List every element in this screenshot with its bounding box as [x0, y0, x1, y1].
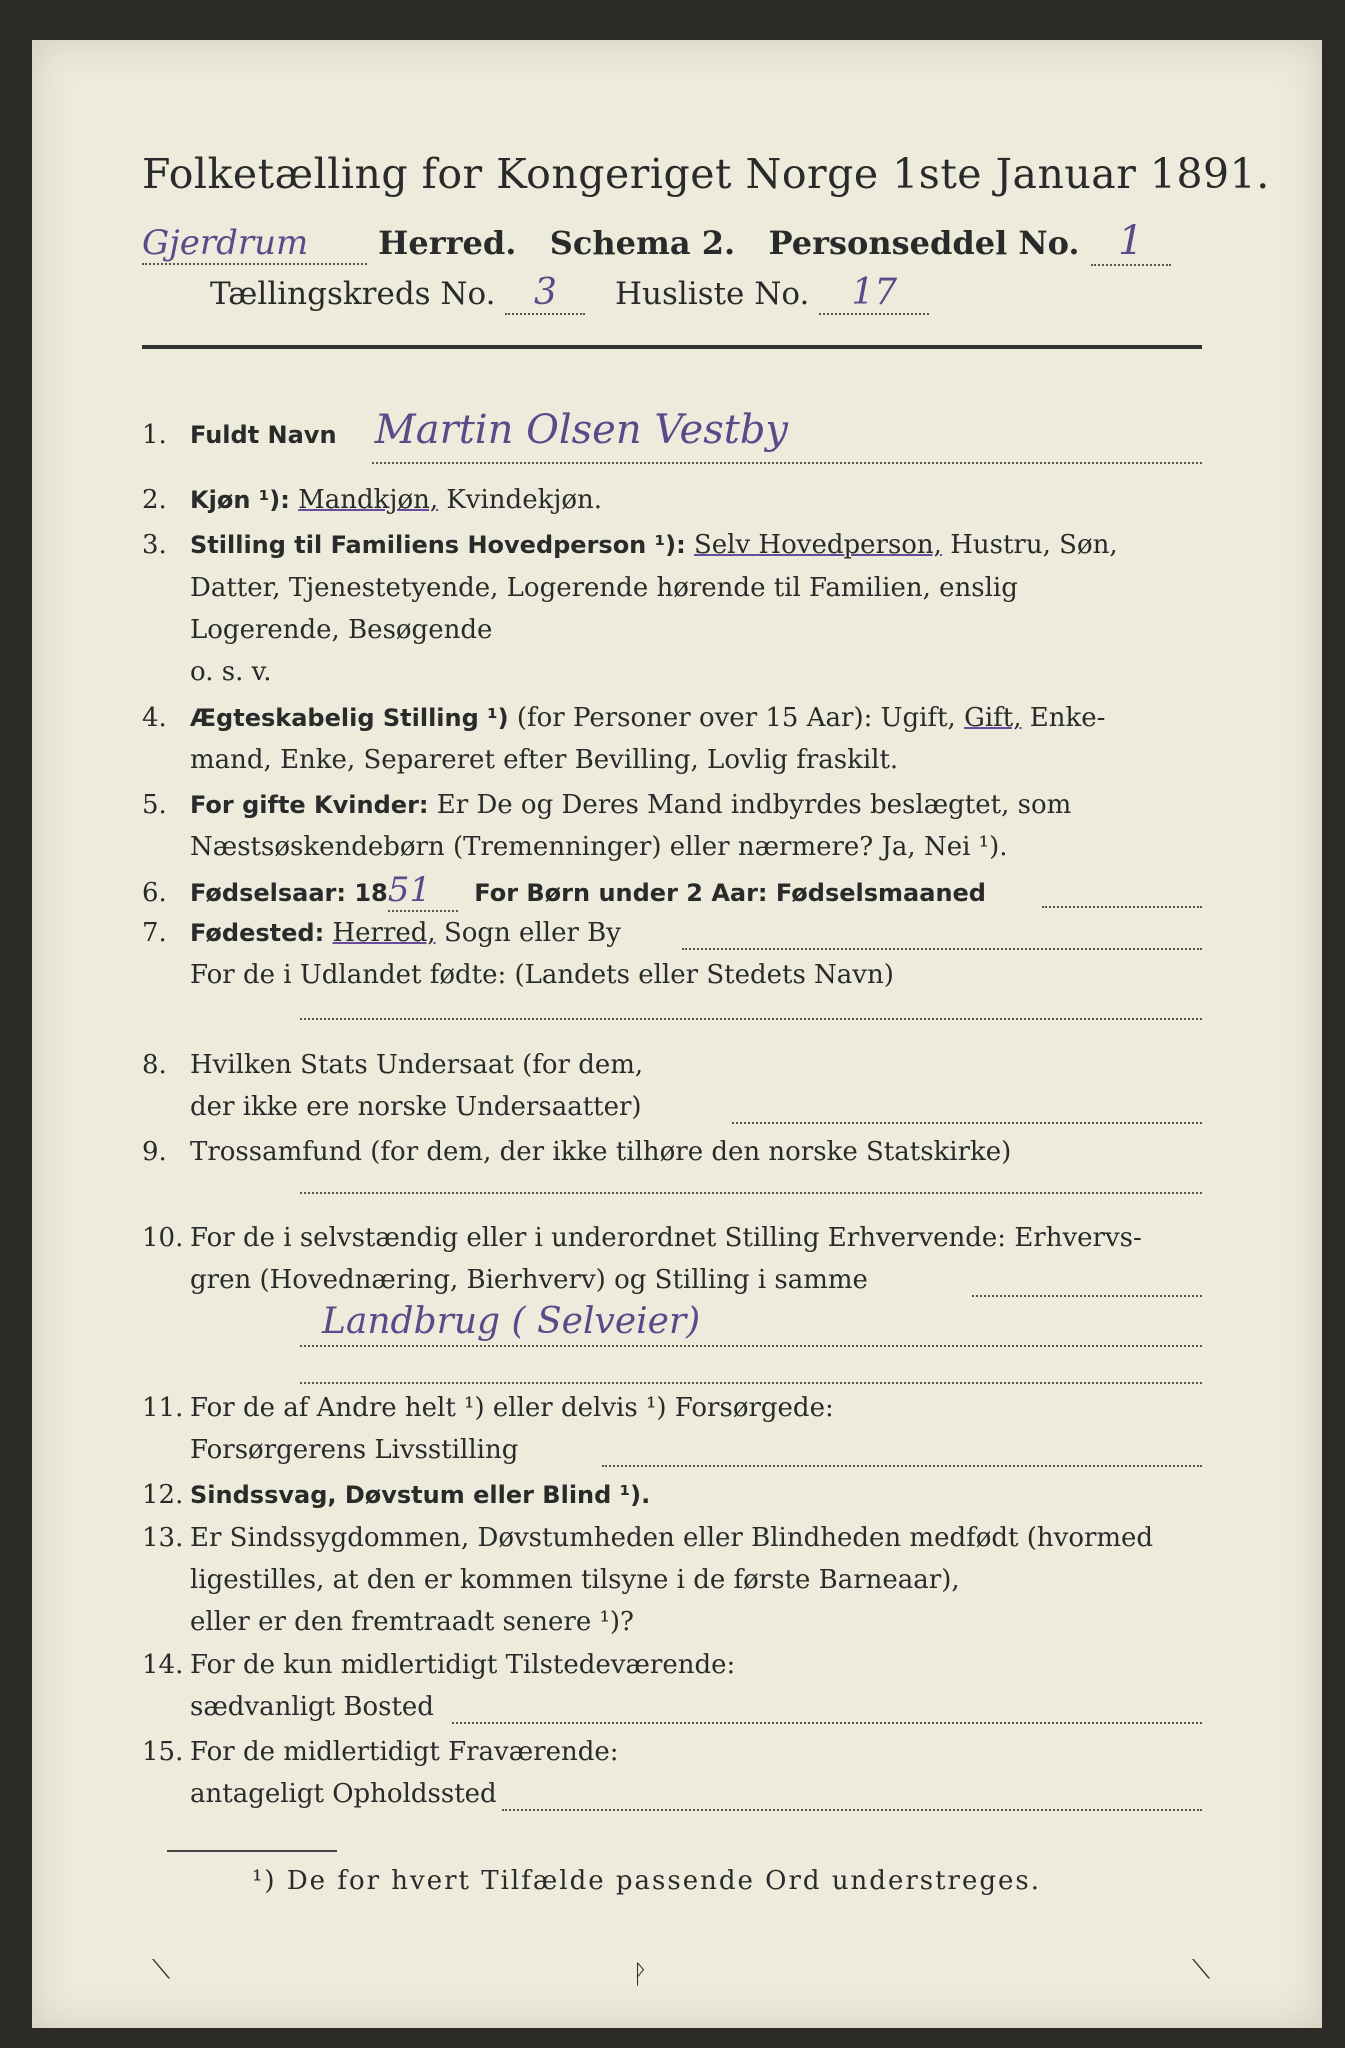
q-label: Fødselsaar: 18 — [190, 879, 388, 907]
personseddel-value: 1 — [1091, 218, 1171, 266]
question-6 — [142, 870, 986, 913]
q-number: 6. — [142, 878, 167, 908]
option-mandkjon: Mandkjøn, — [298, 485, 439, 515]
q-text: Hustru, Søn, — [950, 530, 1118, 560]
option-kvindekjon: Kvindekjøn. — [446, 485, 603, 515]
husliste-value: 17 — [819, 272, 929, 315]
q-text: o. s. v. — [190, 657, 272, 687]
fill-line — [732, 1122, 1202, 1124]
q-text: Næstsøskendebørn (Tremenninger) eller nærmere? Ja, Nei ¹). — [190, 832, 1008, 862]
q-text: For de i Udlandet fødte: (Landets eller Stedets Navn) — [190, 960, 894, 990]
fill-line — [300, 1345, 1202, 1347]
q-text: eller er den fremtraadt senere ¹)? — [190, 1607, 634, 1637]
fill-line — [682, 948, 1202, 950]
form-title: Folketælling for Kongeriget Norge 1ste Januar 1891. — [142, 150, 1270, 198]
footnote-rule — [167, 1850, 337, 1852]
q-label: Ægteskabelig Stilling ¹) — [190, 704, 509, 732]
option-selected: Selv Hovedperson, — [693, 530, 942, 560]
fill-line — [452, 1722, 1202, 1724]
question-3 — [142, 525, 1118, 565]
q-label: For gifte Kvinder: — [190, 791, 429, 819]
husliste-label: Husliste No. — [614, 276, 810, 312]
fill-line — [300, 1382, 1202, 1384]
q-text: gren (Hovednæring, Bierhverv) og Stilling i samme — [190, 1265, 868, 1295]
fill-line — [300, 1018, 1202, 1020]
header-line-kreds — [210, 272, 929, 315]
q-number: 4. — [142, 703, 167, 733]
q-label: Stilling til Familiens Hovedperson ¹): — [190, 531, 686, 559]
question-1 — [142, 407, 789, 455]
fill-line — [372, 462, 1202, 464]
q-number: 7. — [142, 918, 167, 948]
q-label: Kjøn ¹): — [190, 486, 290, 514]
q-text: For de af Andre helt ¹) eller delvis ¹) Forsørgede: — [190, 1393, 834, 1423]
q-text: Sogn eller By — [443, 918, 621, 948]
q-text: Hvilken Stats Undersaat (for dem, — [190, 1050, 644, 1080]
q-number: 13. — [142, 1523, 184, 1553]
fill-line — [1042, 906, 1202, 908]
q-text: For de midlertidigt Fraværende: — [190, 1737, 619, 1767]
q-text: Enke- — [1029, 703, 1106, 733]
q-number: 14. — [142, 1650, 184, 1680]
q-number: 2. — [142, 485, 167, 515]
option-selected: Gift, — [964, 703, 1022, 733]
occupation-value: Landbrug ( Selveier) — [322, 1301, 701, 1342]
q-text: mand, Enke, Separeret efter Bevilling, Lovlig fraskilt. — [190, 745, 899, 775]
fill-line — [502, 1809, 1202, 1811]
question-10 — [142, 1218, 1142, 1258]
question-13 — [142, 1518, 1153, 1558]
q-number: 10. — [142, 1223, 184, 1253]
kreds-value: 3 — [505, 272, 585, 315]
q-label: Fødested: — [190, 919, 325, 947]
q-text: For Børn under 2 Aar: Fødselsmaaned — [474, 879, 986, 907]
q-text: ligestilles, at den er kommen tilsyne i de første Barneaar), — [190, 1565, 960, 1595]
q-text: Forsørgerens Livsstilling — [190, 1435, 519, 1465]
q-number: 3. — [142, 530, 167, 560]
question-4 — [142, 698, 1105, 738]
q-text: Datter, Tjenestetyende, Logerende hørende til Familien, enslig — [190, 573, 1018, 603]
question-14 — [142, 1645, 735, 1685]
q-text: Er Sindssygdommen, Døvstumheden eller Blindheden medfødt (hvormed — [190, 1523, 1154, 1553]
q-text: For de kun midlertidigt Tilstedeværende: — [190, 1650, 736, 1680]
q-number: 1. — [142, 420, 167, 450]
q-text: Trossamfund (for dem, der ikke tilhøre den norske Statskirke) — [190, 1137, 1012, 1167]
fill-line — [300, 1192, 1202, 1194]
footnote: ¹) De for hvert Tilfælde passende Ord understreges. — [252, 1866, 1042, 1896]
question-12 — [142, 1475, 650, 1515]
q-number: 8. — [142, 1050, 167, 1080]
header-line-herred — [142, 218, 1171, 266]
birth-year-value: 51 — [388, 870, 458, 912]
fill-line — [972, 1295, 1202, 1297]
q-text: Sindssvag, Døvstum eller Blind ¹). — [190, 1481, 651, 1509]
kreds-label: Tællingskreds No. — [210, 276, 496, 312]
fill-line — [602, 1465, 1202, 1467]
question-11 — [142, 1388, 834, 1428]
corner-mark-icon: ⟍ — [1192, 1955, 1211, 1985]
herred-value: Gjerdrum — [142, 223, 367, 265]
q-number: 11. — [142, 1393, 184, 1423]
schema-label: Schema 2. — [549, 224, 736, 262]
herred-label: Herred. — [378, 224, 517, 262]
q-text: der ikke ere norske Undersaatter) — [190, 1092, 642, 1122]
question-15 — [142, 1732, 619, 1772]
q-text: For de i selvstændig eller i underordnet Stilling Erhvervende: Erhvervs- — [190, 1223, 1142, 1253]
q-number: 5. — [142, 790, 167, 820]
q-text: sædvanligt Bosted — [190, 1692, 434, 1722]
personseddel-label: Personseddel No. — [768, 224, 1080, 262]
question-5 — [142, 785, 1071, 825]
header-rule — [142, 345, 1202, 349]
q-number: 9. — [142, 1137, 167, 1167]
q-label: Fuldt Navn — [190, 421, 337, 449]
census-form-sheet — [32, 40, 1322, 2028]
corner-mark-icon: ⟍ — [152, 1955, 171, 1985]
question-8 — [142, 1045, 643, 1085]
q-number: 12. — [142, 1480, 184, 1510]
option-selected: Herred, — [332, 918, 436, 948]
q-number: 15. — [142, 1737, 184, 1767]
q-text: Er De og Deres Mand indbyrdes beslægtet, som — [436, 790, 1072, 820]
question-9 — [142, 1132, 1011, 1172]
corner-mark-icon: ᚹ — [632, 1960, 648, 1990]
question-2 — [142, 480, 602, 520]
q-text: antageligt Opholdssted — [190, 1779, 497, 1809]
full-name-value: Martin Olsen Vestby — [374, 407, 789, 453]
q-text: Logerende, Besøgende — [190, 615, 493, 645]
q-text: (for Personer over 15 Aar): Ugift, — [516, 703, 956, 733]
question-7 — [142, 913, 621, 953]
